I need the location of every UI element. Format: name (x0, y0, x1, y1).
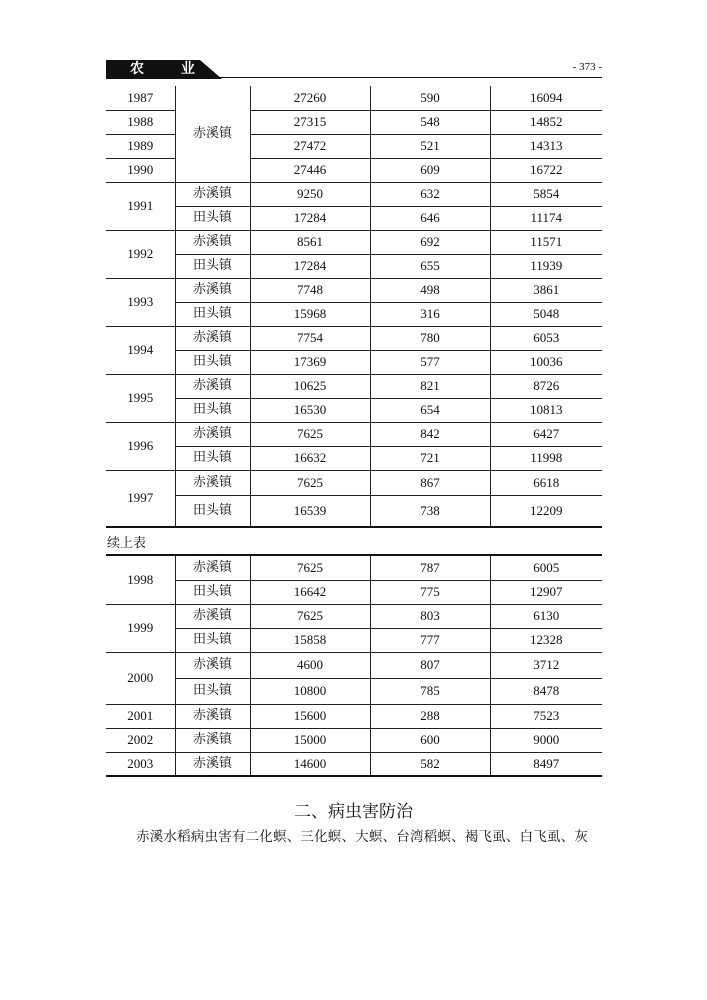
value-cell: 288 (370, 704, 490, 728)
value-cell: 780 (370, 326, 490, 350)
town-cell: 田头镇 (175, 398, 250, 422)
town-cell: 赤溪镇 (175, 422, 250, 446)
value-cell: 16530 (250, 398, 370, 422)
value-cell: 11939 (490, 254, 602, 278)
value-cell: 12209 (490, 495, 602, 527)
value-cell: 4600 (250, 652, 370, 678)
year-cell: 1987 (106, 86, 175, 110)
value-cell: 8478 (490, 678, 602, 704)
table-row (106, 326, 602, 350)
value-cell: 27446 (250, 158, 370, 182)
value-cell: 6130 (490, 604, 602, 628)
value-cell: 842 (370, 422, 490, 446)
value-cell: 27315 (250, 110, 370, 134)
table-row (106, 580, 602, 604)
value-cell: 692 (370, 230, 490, 254)
town-cell: 赤溪镇 (175, 278, 250, 302)
value-cell: 14313 (490, 134, 602, 158)
value-cell: 10800 (250, 678, 370, 704)
value-cell: 16094 (490, 86, 602, 110)
value-cell: 8497 (490, 752, 602, 776)
town-cell: 田头镇 (175, 446, 250, 470)
rice-statistics-table (106, 86, 602, 528)
value-cell: 867 (370, 470, 490, 495)
table-row (106, 652, 602, 678)
town-cell: 赤溪镇 (175, 230, 250, 254)
value-cell: 17284 (250, 254, 370, 278)
year-cell: 1998 (106, 555, 175, 604)
year-cell: 1989 (106, 134, 175, 158)
town-cell: 赤溪镇 (175, 728, 250, 752)
table-row (106, 278, 602, 302)
town-cell: 赤溪镇 (175, 326, 250, 350)
table-row (106, 182, 602, 206)
town-cell: 田头镇 (175, 678, 250, 704)
value-cell: 775 (370, 580, 490, 604)
town-cell: 田头镇 (175, 206, 250, 230)
year-cell: 1994 (106, 326, 175, 374)
town-cell: 田头镇 (175, 350, 250, 374)
value-cell: 15858 (250, 628, 370, 652)
table-row (106, 422, 602, 446)
value-cell: 6053 (490, 326, 602, 350)
value-cell: 590 (370, 86, 490, 110)
value-cell: 7748 (250, 278, 370, 302)
value-cell: 7625 (250, 555, 370, 580)
year-cell: 1995 (106, 374, 175, 422)
year-cell: 2001 (106, 704, 175, 728)
value-cell: 316 (370, 302, 490, 326)
value-cell: 6427 (490, 422, 602, 446)
table-row (106, 350, 602, 374)
table-row (106, 495, 602, 527)
value-cell: 11571 (490, 230, 602, 254)
value-cell: 16539 (250, 495, 370, 527)
value-cell: 11174 (490, 206, 602, 230)
value-cell: 10036 (490, 350, 602, 374)
value-cell: 632 (370, 182, 490, 206)
town-cell: 田头镇 (175, 495, 250, 527)
value-cell: 8726 (490, 374, 602, 398)
value-cell: 27260 (250, 86, 370, 110)
town-cell: 田头镇 (175, 254, 250, 278)
year-cell: 1999 (106, 604, 175, 652)
town-cell: 赤溪镇 (175, 470, 250, 495)
year-cell: 1993 (106, 278, 175, 326)
town-cell: 赤溪镇 (175, 704, 250, 728)
value-cell: 5854 (490, 182, 602, 206)
table-row (106, 604, 602, 628)
table-row (106, 752, 602, 776)
town-cell: 赤溪镇 (175, 555, 250, 580)
value-cell: 3861 (490, 278, 602, 302)
value-cell: 521 (370, 134, 490, 158)
value-cell: 14600 (250, 752, 370, 776)
value-cell: 7625 (250, 604, 370, 628)
value-cell: 7625 (250, 422, 370, 446)
value-cell: 646 (370, 206, 490, 230)
value-cell: 12907 (490, 580, 602, 604)
value-cell: 7523 (490, 704, 602, 728)
table-row (106, 230, 602, 254)
table-row (106, 728, 602, 752)
town-cell: 田头镇 (175, 580, 250, 604)
value-cell: 807 (370, 652, 490, 678)
value-cell: 17369 (250, 350, 370, 374)
table-row (106, 302, 602, 326)
value-cell: 655 (370, 254, 490, 278)
value-cell: 5048 (490, 302, 602, 326)
value-cell: 16722 (490, 158, 602, 182)
town-cell: 赤溪镇 (175, 182, 250, 206)
value-cell: 15968 (250, 302, 370, 326)
value-cell: 3712 (490, 652, 602, 678)
value-cell: 721 (370, 446, 490, 470)
value-cell: 11998 (490, 446, 602, 470)
table-row (106, 254, 602, 278)
year-cell: 1997 (106, 470, 175, 527)
value-cell: 785 (370, 678, 490, 704)
town-cell: 赤溪镇 (175, 652, 250, 678)
year-cell: 1988 (106, 110, 175, 134)
body-paragraph: 赤溪水稻病虫害有二化螟、三化螟、大螟、台湾稻螟、褐飞虱、白飞虱、灰 (136, 829, 589, 845)
continued-label: 续上表 (107, 536, 147, 551)
year-cell: 2000 (106, 652, 175, 704)
table-row (106, 704, 602, 728)
value-cell: 16642 (250, 580, 370, 604)
table-row (106, 470, 602, 495)
value-cell: 654 (370, 398, 490, 422)
value-cell: 577 (370, 350, 490, 374)
town-cell: 田头镇 (175, 628, 250, 652)
value-cell: 600 (370, 728, 490, 752)
year-cell: 1992 (106, 230, 175, 278)
value-cell: 27472 (250, 134, 370, 158)
value-cell: 609 (370, 158, 490, 182)
year-cell: 2002 (106, 728, 175, 752)
section-title: 农 业 (130, 61, 211, 77)
table-row (106, 374, 602, 398)
value-cell: 9000 (490, 728, 602, 752)
value-cell: 15000 (250, 728, 370, 752)
town-cell: 赤溪镇 (175, 752, 250, 776)
value-cell: 14852 (490, 110, 602, 134)
year-cell: 2003 (106, 752, 175, 776)
rice-statistics-table-continued (106, 554, 602, 777)
table-row (106, 206, 602, 230)
value-cell: 10813 (490, 398, 602, 422)
table-row (106, 398, 602, 422)
year-cell: 1990 (106, 158, 175, 182)
value-cell: 7754 (250, 326, 370, 350)
year-cell: 1991 (106, 182, 175, 230)
header-rule (106, 77, 602, 78)
value-cell: 548 (370, 110, 490, 134)
value-cell: 821 (370, 374, 490, 398)
value-cell: 12328 (490, 628, 602, 652)
value-cell: 16632 (250, 446, 370, 470)
town-cell: 赤溪镇 (175, 374, 250, 398)
value-cell: 9250 (250, 182, 370, 206)
value-cell: 582 (370, 752, 490, 776)
value-cell: 777 (370, 628, 490, 652)
value-cell: 7625 (250, 470, 370, 495)
value-cell: 803 (370, 604, 490, 628)
table-row (106, 678, 602, 704)
value-cell: 15600 (250, 704, 370, 728)
value-cell: 6618 (490, 470, 602, 495)
value-cell: 498 (370, 278, 490, 302)
value-cell: 17284 (250, 206, 370, 230)
value-cell: 6005 (490, 555, 602, 580)
table-row (106, 86, 602, 110)
section-heading: 二、病虫害防治 (294, 802, 413, 822)
value-cell: 10625 (250, 374, 370, 398)
table-row (106, 628, 602, 652)
table-row (106, 555, 602, 580)
town-cell: 赤溪镇 (175, 86, 250, 182)
town-cell: 赤溪镇 (175, 604, 250, 628)
town-cell: 田头镇 (175, 302, 250, 326)
table-row (106, 446, 602, 470)
value-cell: 8561 (250, 230, 370, 254)
value-cell: 787 (370, 555, 490, 580)
value-cell: 738 (370, 495, 490, 527)
page-number: - 373 - (572, 61, 602, 73)
year-cell: 1996 (106, 422, 175, 470)
